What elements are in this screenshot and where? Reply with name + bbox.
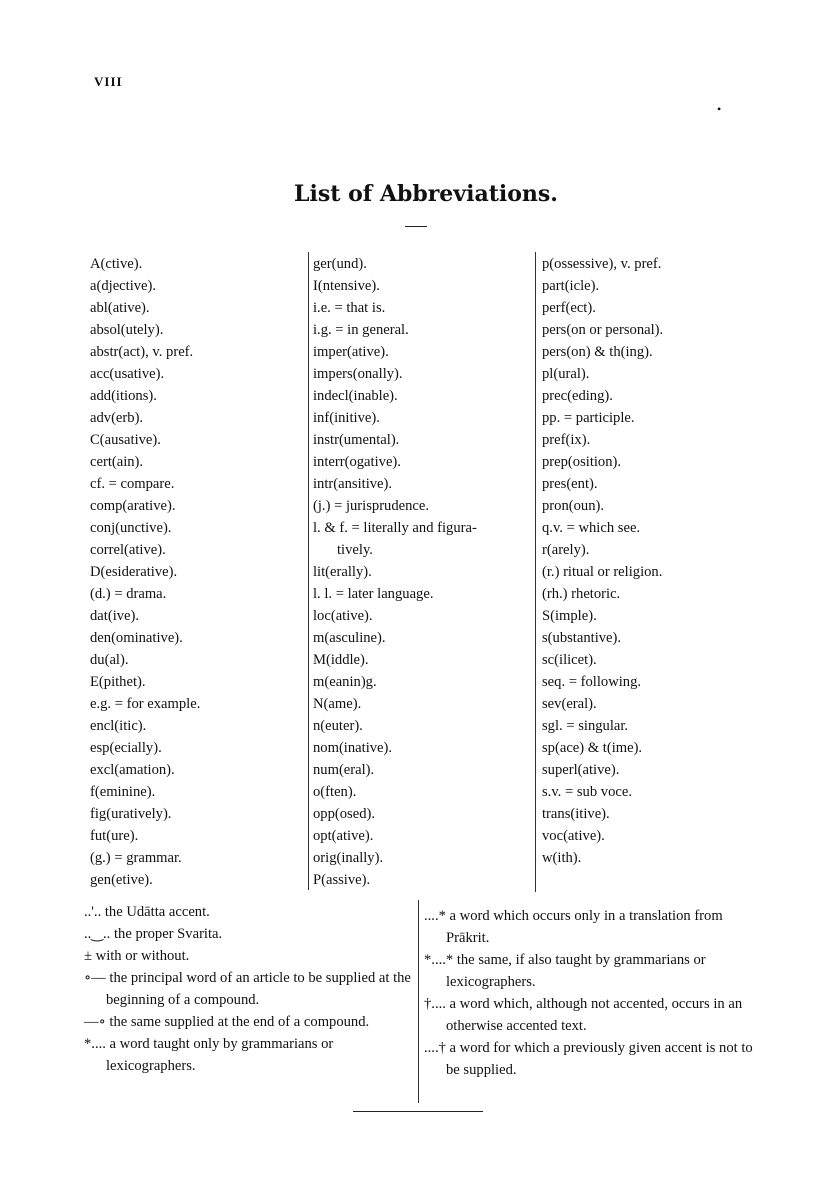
abbreviation-entry: inf(initive). xyxy=(313,410,380,426)
symbol-note: ....* a word which occurs only in a translation from Prākrit. xyxy=(424,908,723,946)
abbreviation-entry: correl(ative). xyxy=(90,542,166,558)
abbreviation-entry: adv(erb). xyxy=(90,410,144,426)
symbol-note: ..'.. the Udātta accent. xyxy=(84,904,210,920)
abbreviation-entry: num(eral). xyxy=(313,762,375,778)
abbreviation-entry: E(pithet). xyxy=(90,674,146,690)
abbreviation-entry: seq. = following. xyxy=(542,674,642,690)
page-number: VIII xyxy=(94,74,123,89)
abbreviation-entry: m(eanin)g. xyxy=(313,674,377,690)
abbreviation-entry: indecl(inable). xyxy=(313,388,398,404)
abbreviation-entry: add(itions). xyxy=(90,388,157,404)
symbol-notes-right xyxy=(424,905,760,1081)
abbreviation-column-2 xyxy=(313,253,528,891)
abbreviation-entry: pl(ural). xyxy=(542,366,590,382)
abbreviation-entry: comp(arative). xyxy=(90,498,176,514)
abbreviation-entry: tively. xyxy=(337,542,373,558)
symbol-note: *.... a word taught only by grammarians or lexicographers. xyxy=(84,1036,334,1074)
abbreviation-entry: conj(unctive). xyxy=(90,520,172,536)
abbreviation-entry: fig(uratively). xyxy=(90,806,172,822)
abbreviation-entry: (rh.) rhetoric. xyxy=(542,586,621,602)
abbreviation-entry: l. l. = later language. xyxy=(313,586,434,602)
abbreviation-entry: o(ften). xyxy=(313,784,357,800)
abbreviation-entry: pref(ix). xyxy=(542,432,591,448)
abbreviation-entry: p(ossessive), v. pref. xyxy=(542,256,662,272)
abbreviation-entry: pers(on) & th(ing). xyxy=(542,344,653,360)
abbreviation-entry: abl(ative). xyxy=(90,300,150,316)
abbreviation-entry: i.g. = in general. xyxy=(313,322,409,338)
abbreviation-entry: (j.) = jurisprudence. xyxy=(313,498,430,514)
abbreviation-entry: A(ctive). xyxy=(90,256,143,272)
abbreviation-entry: sc(ilicet). xyxy=(542,652,597,668)
abbreviation-entry: S(imple). xyxy=(542,608,597,624)
abbreviation-entry: (g.) = grammar. xyxy=(90,850,182,866)
abbreviation-entry: pres(ent). xyxy=(542,476,598,492)
abbreviation-entry: den(ominative). xyxy=(90,630,183,646)
abbreviation-entry: i.e. = that is. xyxy=(313,300,386,316)
abbreviation-entry: s(ubstantive). xyxy=(542,630,622,646)
abbreviation-entry: voc(ative). xyxy=(542,828,605,844)
abbreviation-entry: r(arely). xyxy=(542,542,590,558)
abbreviation-entry: s.v. = sub voce. xyxy=(542,784,632,800)
abbreviation-entry: interr(ogative). xyxy=(313,454,401,470)
abbreviation-entry: a(djective). xyxy=(90,278,157,294)
abbreviation-entry: cf. = compare. xyxy=(90,476,175,492)
symbol-note: *....* the same, if also taught by grammarians or lexicographers. xyxy=(424,952,706,990)
symbol-note: ± with or without. xyxy=(84,948,190,964)
abbreviation-column-3 xyxy=(542,253,802,869)
abbreviation-entry: esp(ecially). xyxy=(90,740,162,756)
abbreviation-entry: cert(ain). xyxy=(90,454,144,470)
abbreviation-entry: part(icle). xyxy=(542,278,600,294)
abbreviation-entry: superl(ative). xyxy=(542,762,620,778)
abbreviation-entry: N(ame). xyxy=(313,696,362,712)
abbreviation-entry: sgl. = singular. xyxy=(542,718,629,734)
symbol-note: †.... a word which, although not accented, occurs in an otherwise accented text. xyxy=(424,996,743,1034)
abbreviation-entry: intr(ansitive). xyxy=(313,476,393,492)
abbreviation-entry: imper(ative). xyxy=(313,344,389,360)
abbreviation-entry: sev(eral). xyxy=(542,696,597,712)
abbreviation-entry: orig(inally). xyxy=(313,850,384,866)
abbreviation-entry: M(iddle). xyxy=(313,652,369,668)
column-divider xyxy=(535,252,536,892)
abbreviation-entry: excl(amation). xyxy=(90,762,175,778)
abbreviation-entry: du(al). xyxy=(90,652,129,668)
abbreviation-entry: pp. = participle. xyxy=(542,410,635,426)
abbreviation-entry: f(eminine). xyxy=(90,784,156,800)
symbol-note: ∘— the principal word of an article to be supplied at the beginning of a compound. xyxy=(84,970,411,1008)
abbreviation-entry: instr(umental). xyxy=(313,432,400,448)
symbol-note: —∘ the same supplied at the end of a compound. xyxy=(84,1014,370,1030)
abbreviation-entry: sp(ace) & t(ime). xyxy=(542,740,643,756)
abbreviation-column-1 xyxy=(90,253,300,891)
notes-divider xyxy=(418,900,419,1103)
symbol-note: ..‿.. the proper Svarita. xyxy=(84,926,223,942)
abbreviation-entry: I(ntensive). xyxy=(313,278,380,294)
abbreviation-entry: opp(osed). xyxy=(313,806,376,822)
page-mark: • xyxy=(717,102,722,116)
abbreviation-entry: perf(ect). xyxy=(542,300,596,316)
abbreviation-entry: w(ith). xyxy=(542,850,582,866)
abbreviation-entry: l. & f. = literally and figura- xyxy=(313,520,477,536)
abbreviation-entry: loc(ative). xyxy=(313,608,373,624)
bottom-rule xyxy=(353,1111,483,1112)
abbreviation-entry: opt(ative). xyxy=(313,828,374,844)
abbreviation-entry: gen(etive). xyxy=(90,872,153,888)
abbreviation-entry: D(esiderative). xyxy=(90,564,178,580)
abbreviation-entry: nom(inative). xyxy=(313,740,393,756)
title-rule xyxy=(405,226,427,227)
abbreviation-entry: lit(erally). xyxy=(313,564,372,580)
abbreviation-entry: abstr(act), v. pref. xyxy=(90,344,194,360)
abbreviation-entry: fut(ure). xyxy=(90,828,139,844)
abbreviation-entry: absol(utely). xyxy=(90,322,164,338)
column-divider xyxy=(308,252,309,890)
abbreviation-entry: acc(usative). xyxy=(90,366,165,382)
abbreviation-entry: P(assive). xyxy=(313,872,371,888)
abbreviation-entry: e.g. = for example. xyxy=(90,696,201,712)
abbreviation-entry: trans(itive). xyxy=(542,806,610,822)
symbol-notes-left xyxy=(84,901,416,1077)
abbreviation-entry: prep(osition). xyxy=(542,454,622,470)
symbol-note: ....† a word for which a previously given accent is not to be supplied. xyxy=(424,1040,753,1078)
abbreviation-entry: m(asculine). xyxy=(313,630,386,646)
abbreviation-entry: (r.) ritual or religion. xyxy=(542,564,663,580)
page-title: List of Abbreviations. xyxy=(294,181,558,207)
abbreviation-entry: ger(und). xyxy=(313,256,367,272)
abbreviation-entry: pron(oun). xyxy=(542,498,605,514)
abbreviation-entry: pers(on or personal). xyxy=(542,322,664,338)
abbreviation-entry: dat(ive). xyxy=(90,608,140,624)
abbreviation-entry: encl(itic). xyxy=(90,718,147,734)
abbreviation-entry: impers(onally). xyxy=(313,366,403,382)
abbreviation-entry: (d.) = drama. xyxy=(90,586,167,602)
abbreviation-entry: prec(eding). xyxy=(542,388,613,404)
abbreviation-entry: n(euter). xyxy=(313,718,363,734)
abbreviation-entry: q.v. = which see. xyxy=(542,520,641,536)
abbreviation-entry: C(ausative). xyxy=(90,432,161,448)
